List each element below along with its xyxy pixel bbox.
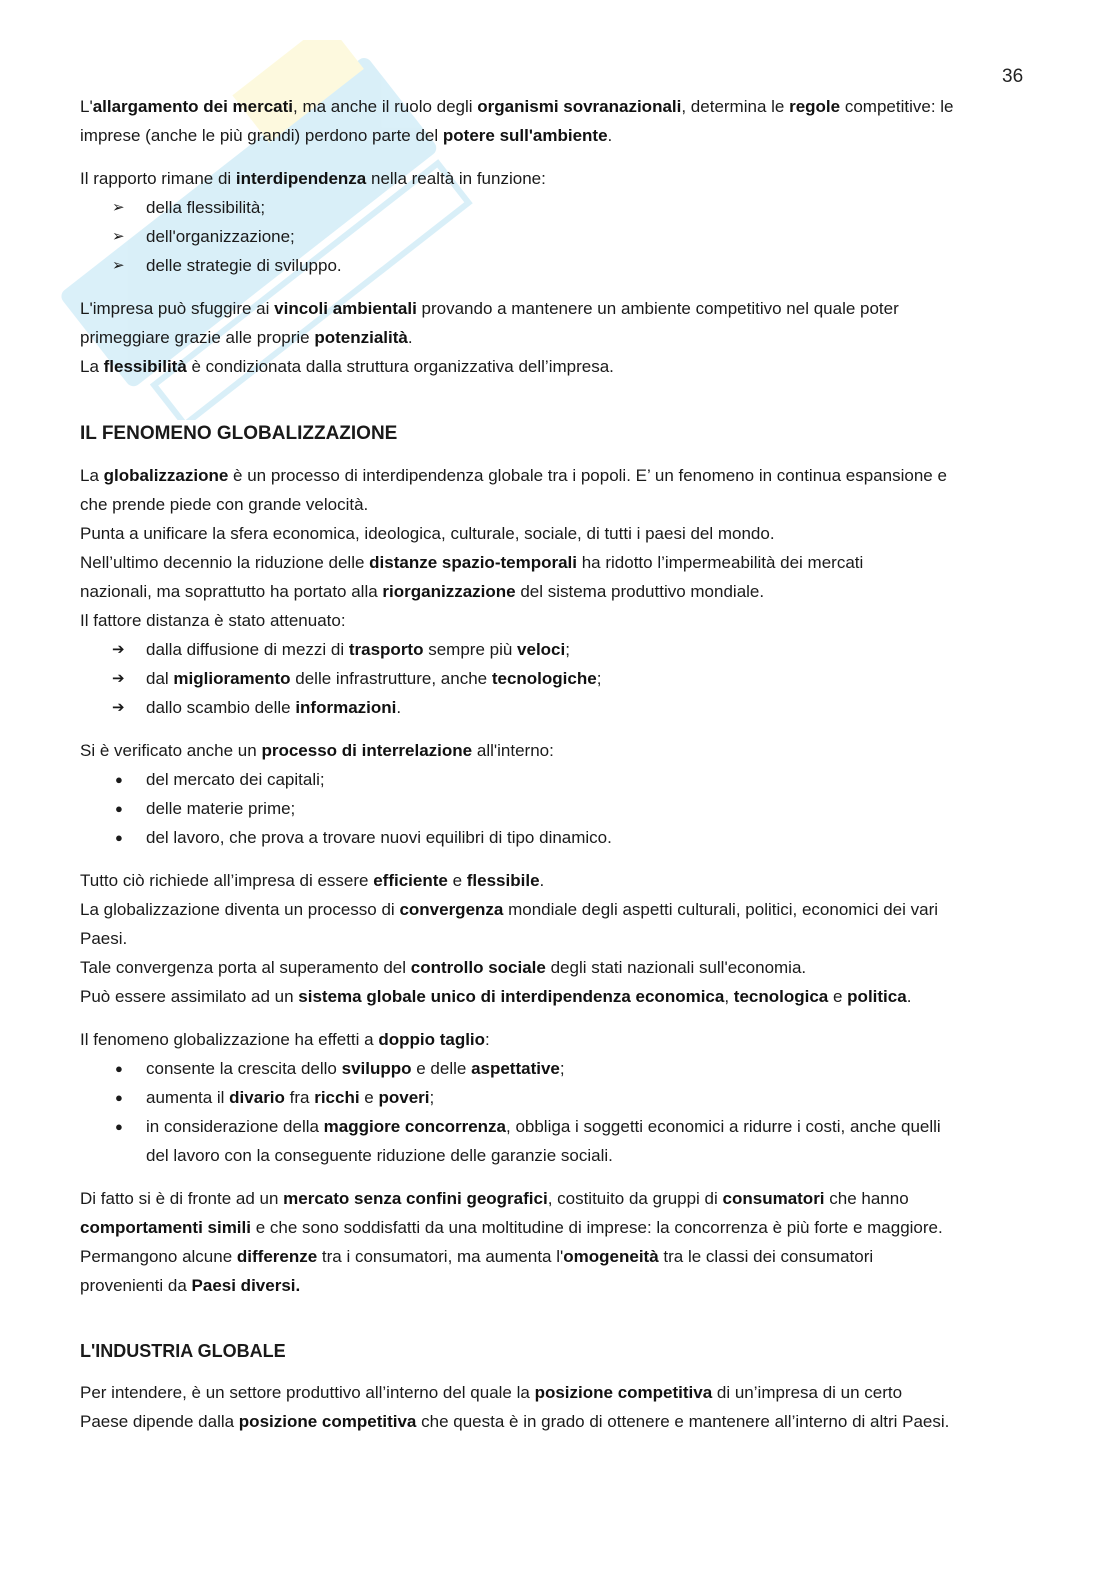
list-item: ➔ dallo scambio delle informazioni. xyxy=(80,693,1040,722)
bullet-dot-icon: ● xyxy=(115,830,123,845)
arrow-right-icon: ➔ xyxy=(112,670,125,687)
bullet-dot-icon: ● xyxy=(115,1119,123,1134)
section-heading-globalizzazione: IL FENOMENO GLOBALIZZAZIONE xyxy=(80,423,398,444)
arrow-right-icon: ➔ xyxy=(112,699,125,716)
bullet-dot-icon: ● xyxy=(115,1061,123,1076)
globalizzazione-paragraph-2: Si è verificato anche un processo di interrelazione all'interno: ● del mercato dei capitali; ● delle materie prime; ● del lavoro, che prova a trovare nuovi equilibri di tipo dinamico. xyxy=(80,736,1040,852)
list-item: ● del lavoro, che prova a trovare nuovi equilibri di tipo dinamico. xyxy=(80,823,1040,852)
list-item: ➢ dell'organizzazione; xyxy=(80,222,1040,251)
list-item: ● in considerazione della maggiore concorrenza, obbliga i soggetti economici a ridurre i costi, anche quelli del lavoro con la conseguente riduzione delle garanzie sociali. xyxy=(80,1112,1040,1170)
document-body xyxy=(80,92,1040,1450)
list-item: ➔ dalla diffusione di mezzi di trasporto sempre più veloci; xyxy=(80,635,1040,664)
interrelation-list xyxy=(80,765,1040,852)
effects-list xyxy=(80,1054,1040,1170)
page-number: 36 xyxy=(1002,66,1024,87)
functions-list xyxy=(80,193,1040,280)
bullet-dot-icon: ● xyxy=(115,1090,123,1105)
intro-paragraph-3: L'impresa può sfuggire ai vincoli ambientali provando a mantenere un ambiente competitivo nel quale poter primeggiare grazie alle proprie potenzialità. La flessibilità è condizionata dalla struttura organizzativa dell’impresa. xyxy=(80,299,899,376)
list-item: ➢ della flessibilità; xyxy=(80,193,1040,222)
list-item: ● del mercato dei capitali; xyxy=(80,765,1040,794)
bullet-dot-icon: ● xyxy=(115,801,123,816)
section-heading-industria-globale: L'INDUSTRIA GLOBALE xyxy=(80,1341,286,1361)
industria-paragraph-1: Per intendere, è un settore produttivo all’interno del quale la posizione competitiva di un’impresa di un certo Paese dipende dalla posizione competitiva che questa è in grado di ottenere e mantenere all’interno di altri Paesi. xyxy=(80,1383,950,1431)
globalizzazione-paragraph-3: Tutto ciò richiede all’impresa di essere efficiente e flessibile. La globalizzazione diventa un processo di convergenza mondiale degli aspetti culturali, politici, economici dei vari Paesi. Tale convergenza porta al superamento del controllo sociale degli stati nazionali sull'economia. Può essere assimilato ad un sistema globale unico di interdipendenza economica, tecnologica e politica. xyxy=(80,871,939,1006)
list-item: ➢ delle strategie di sviluppo. xyxy=(80,251,1040,280)
globalizzazione-paragraph-1: La globalizzazione è un processo di interdipendenza globale tra i popoli. E’ un fenomeno in continua espansione e che prende piede con grande velocità. Punta a unificare la sfera economica, ideologica, culturale, sociale, di tutti i paesi del mondo. Nell’ultimo decennio la riduzione delle distanze spazio-temporali ha ridotto l’impermeabilità dei mercati nazionali, ma soprattutto ha portato alla riorganizzazione del sistema produttivo mondiale. Il fattore distanza è stato attenuato: ➔ dalla diffusione di mezzi di trasporto sempre più veloci; ➔ dal miglioramento delle infrastrutture, anche tecnologiche; ➔ dallo scambio delle informazioni. xyxy=(80,461,1040,722)
arrowhead-bullet-icon: ➢ xyxy=(112,257,125,274)
globalizzazione-paragraph-4: Il fenomeno globalizzazione ha effetti a doppio taglio: ● consente la crescita dello sviluppo e delle aspettative; ● aumenta il divario fra ricchi e poveri; ● in considerazione della maggiore concorrenza, obbliga i soggetti economici a ridurre i costi, anche quelli del lavoro con la conseguente riduzione delle garanzie sociali. xyxy=(80,1025,1040,1170)
arrowhead-bullet-icon: ➢ xyxy=(112,199,125,216)
list-item: ● delle materie prime; xyxy=(80,794,1040,823)
bullet-dot-icon: ● xyxy=(115,772,123,787)
arrowhead-bullet-icon: ➢ xyxy=(112,228,125,245)
list-item: ➔ dal miglioramento delle infrastrutture, anche tecnologiche; xyxy=(80,664,1040,693)
intro-paragraph-1: L'allargamento dei mercati, ma anche il ruolo degli organismi sovranazionali, determina le regole competitive: le imprese (anche le più grandi) perdono parte del potere sull'ambiente. xyxy=(80,97,954,145)
list-item: ● aumenta il divario fra ricchi e poveri; xyxy=(80,1083,1040,1112)
distance-factors-list xyxy=(80,635,1040,722)
list-item: ● consente la crescita dello sviluppo e delle aspettative; xyxy=(80,1054,1040,1083)
globalizzazione-paragraph-5: Di fatto si è di fronte ad un mercato senza confini geografici, costituito da gruppi di consumatori che hanno comportamenti simili e che sono soddisfatti da una moltitudine di imprese: la concorrenza è più forte e maggiore. Permangono alcune differenze tra i consumatori, ma aumenta l'omogeneità tra le classi dei consumatori provenienti da Paesi diversi. xyxy=(80,1189,943,1295)
intro-paragraph-2: Il rapporto rimane di interdipendenza nella realtà in funzione: ➢ della flessibilità; ➢ dell'organizzazione; ➢ delle strategie di sviluppo. xyxy=(80,164,1040,280)
arrow-right-icon: ➔ xyxy=(112,641,125,658)
